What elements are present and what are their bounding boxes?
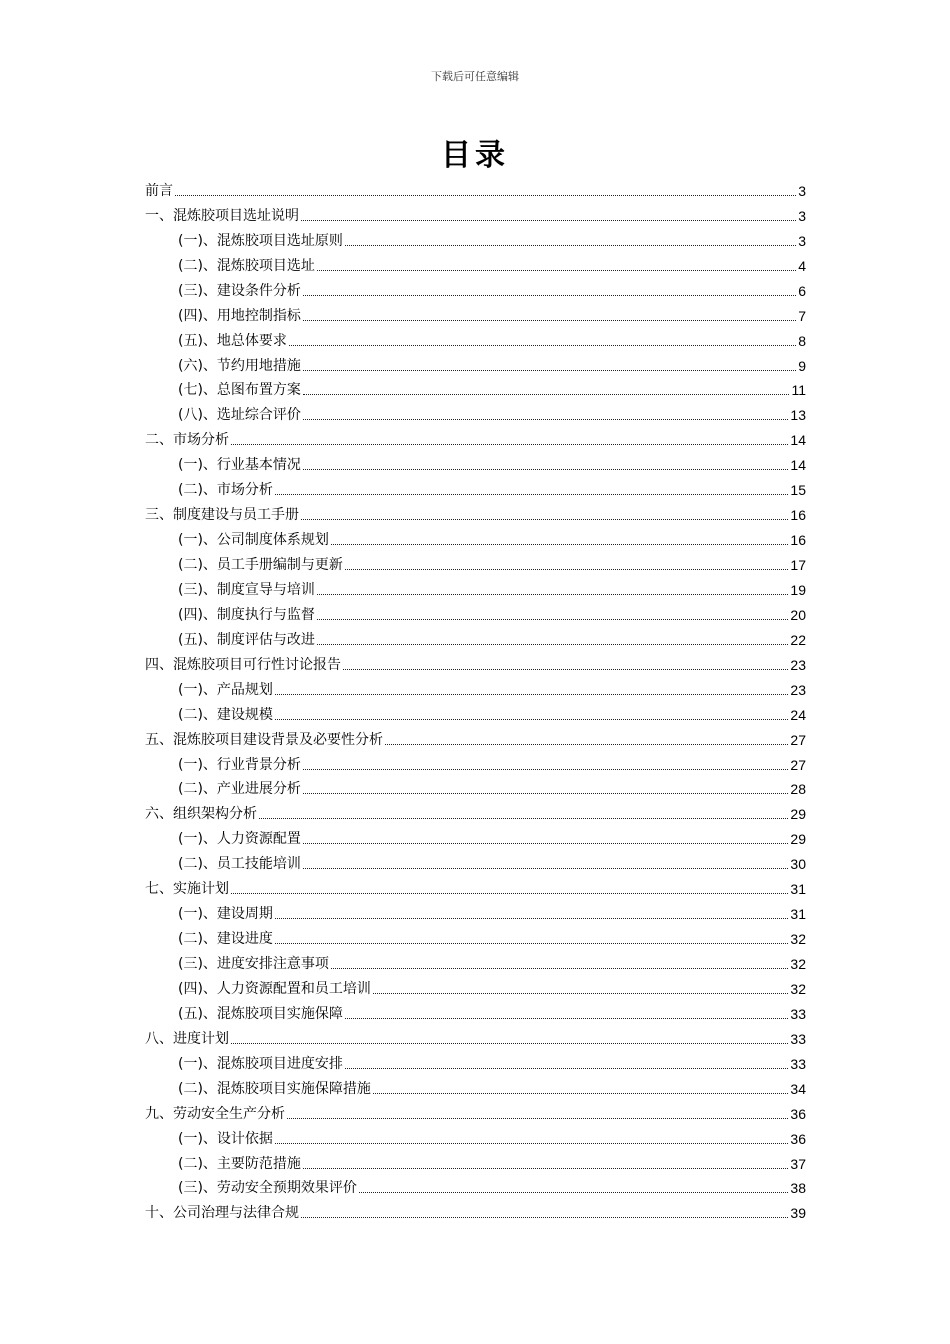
toc-entry-page: 34 [790,1080,806,1097]
toc-entry-page: 14 [790,432,806,449]
toc-entry-label: (一)、行业背景分析 [178,756,301,773]
toc-leader-dots [317,270,796,271]
toc-leader-dots [259,818,788,819]
toc-entry-page: 36 [790,1130,806,1147]
toc-entry-page: 3 [798,182,806,199]
toc-leader-dots [331,544,788,545]
toc-entry-page: 32 [790,956,806,972]
toc-entry-label: (三)、劳动安全预期效果评价 [178,1180,357,1197]
toc-leader-dots [303,394,790,395]
toc-entry-page: 23 [790,656,806,673]
toc-leader-dots [345,569,788,570]
toc-entry-page: 33 [790,1055,806,1072]
toc-entry-label: 六、组织架构分析 [145,806,257,823]
toc-entry[interactable] [145,474,806,499]
toc-entry[interactable] [145,225,806,250]
toc-entry-label: (五)、地总体要求 [178,332,287,349]
toc-entry-page: 16 [790,507,806,524]
toc-entry-page: 8 [798,332,806,349]
toc-leader-dots [331,968,788,969]
toc-entry-label: 十、公司治理与法律合规 [145,1205,299,1222]
toc-entry-label: (二)、员工手册编制与更新 [178,557,343,573]
toc-entry[interactable] [145,499,806,524]
toc-leader-dots [231,893,788,894]
toc-entry-label: (二)、建设进度 [178,931,273,948]
toc-leader-dots [275,694,788,695]
toc-entry-label: 二、市场分析 [145,432,229,449]
toc-entry-page: 7 [798,307,806,324]
toc-leader-dots [385,744,788,745]
toc-entry-page: 33 [790,1005,806,1022]
toc-entry-label: 四、混炼胶项目可行性讨论报告 [145,656,341,673]
toc-entry-page: 22 [790,631,806,648]
toc-leader-dots [373,1093,788,1094]
toc-entry-label: (二)、混炼胶项目实施保障措施 [178,1080,371,1097]
toc-entry-page: 30 [790,856,806,873]
toc-entry-page: 16 [790,532,806,549]
toc-entry-label: 七、实施计划 [145,881,229,898]
toc-entry[interactable] [145,300,806,325]
toc-entry-page: 19 [790,581,806,598]
toc-leader-dots [303,769,788,770]
toc-entry-label: (四)、人力资源配置和员工培训 [178,980,371,997]
toc-entry[interactable] [145,674,806,699]
toc-entry-page: 4 [798,257,806,274]
toc-entry[interactable] [145,749,806,774]
toc-entry[interactable] [145,1098,806,1123]
toc-entry[interactable] [145,699,806,724]
toc-leader-dots [303,419,788,420]
toc-entry[interactable] [145,424,806,449]
toc-entry[interactable] [145,873,806,898]
toc-entry-label: (一)、混炼胶项目进度安排 [178,1055,343,1072]
toc-entry-label: (一)、混炼胶项目选址原则 [178,232,343,249]
toc-entry[interactable] [145,948,806,973]
toc-leader-dots [317,619,788,620]
toc-entry[interactable] [145,350,806,375]
toc-entry[interactable] [145,175,806,200]
toc-entry-label: (一)、建设周期 [178,906,273,923]
toc-entry-page: 29 [790,806,806,823]
toc-leader-dots [303,320,796,321]
toc-entry-page: 31 [790,906,806,923]
toc-entry[interactable] [145,848,806,873]
toc-entry-label: (一)、人力资源配置 [178,831,301,848]
toc-leader-dots [317,594,788,595]
toc-entry-label: (四)、用地控制指标 [178,307,301,324]
toc-entry-label: (三)、建设条件分析 [178,282,301,299]
toc-entry-label: (二)、混炼胶项目选址 [178,257,315,274]
toc-entry[interactable] [145,1173,806,1198]
toc-entry-page: 14 [790,457,806,474]
toc-entry[interactable] [145,524,806,549]
toc-entry[interactable] [145,823,806,848]
toc-leader-dots [303,1168,788,1169]
toc-entry-label: (一)、设计依据 [178,1130,273,1147]
toc-entry[interactable] [145,724,806,749]
toc-entry-label: 九、劳动安全生产分析 [145,1105,285,1122]
toc-entry[interactable] [145,973,806,998]
toc-entry-page: 6 [798,282,806,299]
toc-entry[interactable] [145,1023,806,1048]
page-title: 目录 [441,138,509,173]
toc-entry-label: 三、制度建设与员工手册 [145,507,299,524]
toc-entry-page: 11 [791,382,806,399]
toc-leader-dots [301,1217,788,1218]
toc-entry-page: 27 [790,731,806,748]
toc-entry-label: 一、混炼胶项目选址说明 [145,207,299,224]
toc-entry[interactable] [145,275,806,300]
toc-leader-dots [345,1018,788,1019]
toc-leader-dots [303,868,788,869]
toc-entry-page: 20 [790,606,806,623]
toc-entry-label: (五)、混炼胶项目实施保障 [178,1005,343,1022]
toc-entry[interactable] [145,798,806,823]
toc-entry-page: 32 [790,931,806,948]
toc-entry[interactable] [145,399,806,424]
toc-entry[interactable] [145,200,806,225]
toc-entry-page: 39 [790,1205,806,1222]
toc-entry[interactable] [145,599,806,624]
toc-leader-dots [303,295,796,296]
toc-entry-label: (八)、选址综合评价 [178,407,301,424]
toc-entry-label: (一)、公司制度体系规划 [178,532,329,549]
toc-entry-label: (一)、产品规划 [178,681,273,698]
toc-leader-dots [275,943,788,944]
toc-leader-dots [289,345,796,346]
table-of-contents [145,175,806,1222]
toc-entry[interactable] [145,325,806,350]
toc-entry[interactable] [145,1048,806,1073]
toc-entry[interactable] [145,774,806,799]
toc-entry-page: 29 [790,831,806,848]
toc-leader-dots [359,1192,788,1193]
toc-leader-dots [317,644,788,645]
toc-entry-page: 17 [790,557,806,573]
toc-entry-label: 八、进度计划 [145,1030,229,1047]
toc-leader-dots [373,993,788,994]
toc-leader-dots [231,444,788,445]
toc-leader-dots [275,1143,788,1144]
toc-entry-page: 38 [790,1180,806,1197]
toc-leader-dots [275,719,788,720]
toc-entry[interactable] [145,250,806,275]
toc-entry[interactable] [145,898,806,923]
toc-entry[interactable] [145,449,806,474]
toc-leader-dots [275,918,788,919]
toc-leader-dots [175,195,796,196]
toc-entry-page: 33 [790,1030,806,1047]
toc-entry[interactable] [145,624,806,649]
toc-leader-dots [303,793,788,794]
toc-leader-dots [301,519,788,520]
toc-entry-label: (二)、建设规模 [178,706,273,723]
toc-entry-page: 27 [790,756,806,773]
toc-leader-dots [287,1118,788,1119]
toc-entry[interactable] [145,1148,806,1173]
toc-entry-label: 前言 [145,182,173,199]
toc-entry-label: (三)、制度宣导与培训 [178,581,315,598]
toc-entry[interactable] [145,574,806,599]
toc-entry[interactable] [145,998,806,1023]
toc-entry-label: (七)、总图布置方案 [178,382,301,399]
toc-entry-page: 37 [790,1155,806,1172]
toc-entry-page: 36 [790,1105,806,1122]
toc-entry-page: 3 [798,207,806,224]
toc-entry[interactable] [145,649,806,674]
toc-entry-page: 31 [790,881,806,898]
header-note: 下载后可任意编辑 [431,70,519,83]
toc-entry-label: (三)、进度安排注意事项 [178,956,329,972]
toc-leader-dots [345,1068,788,1069]
toc-entry-label: (四)、制度执行与监督 [178,606,315,623]
toc-entry-label: (二)、产业进展分析 [178,781,301,798]
toc-leader-dots [275,494,788,495]
toc-entry[interactable] [145,1197,806,1222]
toc-leader-dots [301,220,796,221]
toc-entry-page: 15 [790,482,806,499]
toc-entry-label: (二)、主要防范措施 [178,1155,301,1172]
toc-entry[interactable] [145,1123,806,1148]
toc-entry-label: 五、混炼胶项目建设背景及必要性分析 [145,731,383,748]
toc-entry-page: 23 [790,681,806,698]
toc-leader-dots [231,1043,788,1044]
toc-entry-page: 13 [790,407,806,424]
toc-leader-dots [343,669,788,670]
toc-leader-dots [303,469,788,470]
toc-entry-label: (五)、制度评估与改进 [178,631,315,648]
toc-entry-page: 32 [790,980,806,997]
toc-entry-label: (一)、行业基本情况 [178,457,301,474]
toc-entry-page: 24 [790,706,806,723]
toc-entry[interactable] [145,375,806,400]
toc-leader-dots [345,245,796,246]
toc-entry-label: (二)、员工技能培训 [178,856,301,873]
toc-entry[interactable] [145,1073,806,1098]
toc-entry-page: 3 [798,232,806,249]
toc-entry[interactable] [145,923,806,948]
toc-entry-label: (六)、节约用地措施 [178,357,301,374]
toc-entry-page: 9 [798,357,806,374]
toc-entry-page: 28 [790,781,806,798]
toc-leader-dots [303,843,788,844]
toc-entry-label: (二)、市场分析 [178,482,273,499]
toc-leader-dots [303,370,796,371]
toc-entry[interactable] [145,549,806,574]
